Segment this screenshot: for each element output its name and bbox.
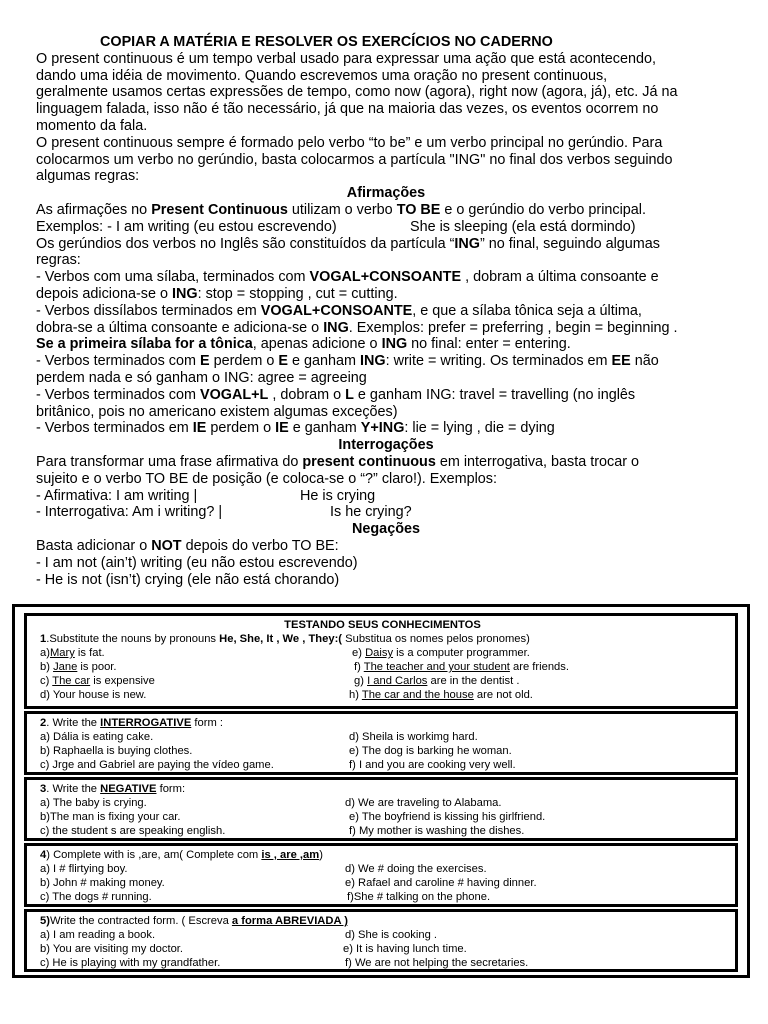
exercise-4 [24, 843, 738, 907]
exercise-2-row: b) Raphaella is buying clothes. e) The dog is barking he woman. [40, 745, 512, 757]
negacoes-example: - He is not (isn’t) crying (ele não está chorando) [36, 571, 340, 588]
exercise-3-row: c) the student s are speaking english. f) My mother is washing the dishes. [40, 825, 525, 837]
exercises-title: TESTANDO SEUS CONHECIMENTOS [284, 619, 481, 631]
exercise-2-instruction: 2. Write the INTERROGATIVE form : [40, 717, 223, 729]
afirmacoes-examples: Exemplos: - I am writing (eu estou escrevendo) She is sleeping (ela está dormindo) [36, 218, 636, 235]
exercise-1-row: a)Mary is fat. e) Daisy is a computer programmer. [40, 647, 530, 659]
negacoes-heading: Negações [352, 521, 420, 538]
rule-line: perdem nada e só ganham o ING: agree = agreeing [36, 369, 367, 386]
exercise-4-row: b) John # making money. e) Rafael and caroline # having dinner. [40, 877, 537, 889]
intro-line: algumas regras: [36, 168, 140, 185]
exercise-1-row: c) The car is expensive g) I and Carlos are in the dentist . [40, 675, 520, 687]
exercise-1-instruction: 1.Substitute the nouns by pronouns He, She, It , We , They:( Substitua os nomes pelos pronomes) [40, 633, 530, 645]
exercise-2-row: c) Jrge and Gabriel are paying the vídeo game. f) I and you are cooking very well. [40, 759, 516, 771]
afirmacoes-heading: Afirmações [346, 185, 426, 202]
exercise-4-instruction: 4) Complete with is ,are, am( Complete com is , are ,am) [40, 849, 323, 861]
rule-line: - Verbos com uma sílaba, terminados com VOGAL+CONSOANTE , dobram a última consoante e [36, 269, 659, 286]
exercise-3-instruction: 3. Write the NEGATIVE form: [40, 783, 186, 795]
exercise-3 [24, 777, 738, 841]
rule-line: depois adiciona-se o ING: stop = stopping , cut = cutting. [36, 285, 398, 302]
negacoes-example: - I am not (ain’t) writing (eu não estou escrevendo) [36, 554, 358, 571]
intro-line: dando uma idéia de movimento. Quando escrevemos uma oração no present continuous, [36, 67, 608, 84]
interrogacoes-heading: Interrogações [338, 437, 434, 454]
rule-line: - Verbos dissílabos terminados em VOGAL+CONSOANTE, e que a sílaba tônica seja a última, [36, 302, 642, 319]
intro-line: geralmente usamos certas expressões de tempo, como now (agora), right now (agora, já), etc. Já na [36, 84, 678, 101]
exercise-2 [24, 711, 738, 775]
exercise-1 [24, 613, 738, 709]
exercise-5 [24, 909, 738, 972]
page-title: COPIAR A MATÉRIA E RESOLVER OS EXERCÍCIOS NO CADERNO [100, 34, 553, 50]
rule-line: - Verbos terminados com E perdem o E e ganham ING: write = writing. Os terminados em EE não [36, 353, 659, 370]
exercise-3-row: b)The man is fixing your car. e) The boyfriend is kissing his girlfriend. [40, 811, 546, 823]
intro-line: O present continuous é um tempo verbal usado para expressar uma ação que está acontecendo, [36, 50, 656, 67]
intro-line: colocarmos um verbo no gerúndio, basta colocarmos a partícula "ING" no final dos verbos seguindo [36, 151, 673, 168]
afirmacoes-line: As afirmações no Present Continuous utilizam o verbo TO BE e o gerúndio do verbo principal. [36, 201, 647, 218]
rule-line: - Verbos terminados com VOGAL+L , dobram o L e ganham ING: travel = travelling (no inglês [36, 386, 636, 403]
afirmacoes-line: Os gerúndios dos verbos no Inglês são constituídos da partícula “ING” no final, seguindo algumas [36, 235, 660, 252]
rule-line: Se a primeira sílaba for a tônica, apenas adicione o ING no final: enter = entering. [36, 336, 571, 353]
intro-line: linguagem falada, isso não é tão necessário, já que na maioria das vezes, os eventos ocorrem no [36, 101, 659, 118]
rule-line: - Verbos terminados em IE perdem o IE e ganham Y+ING: lie = lying , die = dying [36, 420, 555, 437]
exercise-5-row: c) He is playing with my grandfather. f) We are not helping the secretaries. [40, 957, 529, 969]
intro-line: momento da fala. [36, 117, 148, 134]
negacoes-line: Basta adicionar o NOT depois do verbo TO BE: [36, 537, 339, 554]
exercise-3-row: a) The baby is crying. d) We are traveling to Alabama. [40, 797, 502, 809]
exercises-box [12, 604, 750, 978]
exercise-5-row: b) You are visiting my doctor. e) It is having lunch time. [40, 943, 467, 955]
interrogacoes-example: - Afirmativa: I am writing | He is crying [36, 487, 376, 504]
interrogacoes-line: Para transformar uma frase afirmativa do present continuous em interrogativa, basta trocar o [36, 453, 640, 470]
interrogacoes-line: sujeito e o verbo TO BE de posição (e coloca-se o “?” claro!). Exemplos: [36, 470, 497, 487]
interrogacoes-example: - Interrogativa: Am i writing? | Is he crying? [36, 504, 412, 521]
exercise-4-row: c) The dogs # running. f)She # talking on the phone. [40, 891, 491, 903]
exercise-2-row: a) Dália is eating cake. d) Sheila is workimg hard. [40, 731, 478, 743]
exercise-1-row: d) Your house is new. h) The car and the house are not old. [40, 689, 533, 701]
exercise-5-row: a) I am reading a book. d) She is cooking . [40, 929, 438, 941]
exercise-4-row: a) I # flirtying boy. d) We # doing the exercises. [40, 863, 487, 875]
lesson-text [36, 34, 736, 588]
exercise-1-row: b) Jane is poor. f) The teacher and your student are friends. [40, 661, 569, 673]
rule-line: britânico, pois no americano existem algumas exceções) [36, 403, 398, 420]
afirmacoes-line: regras: [36, 252, 81, 269]
exercise-5-instruction: 5)Write the contracted form. ( Escreva a forma ABREVIADA ) [40, 915, 348, 927]
intro-line: O present continuous sempre é formado pelo verbo “to be” e um verbo principal no gerúndio. Para [36, 134, 663, 151]
rule-line: dobra-se a última consoante e adiciona-se o ING. Exemplos: prefer = preferring , begin = beginning . [36, 319, 678, 336]
